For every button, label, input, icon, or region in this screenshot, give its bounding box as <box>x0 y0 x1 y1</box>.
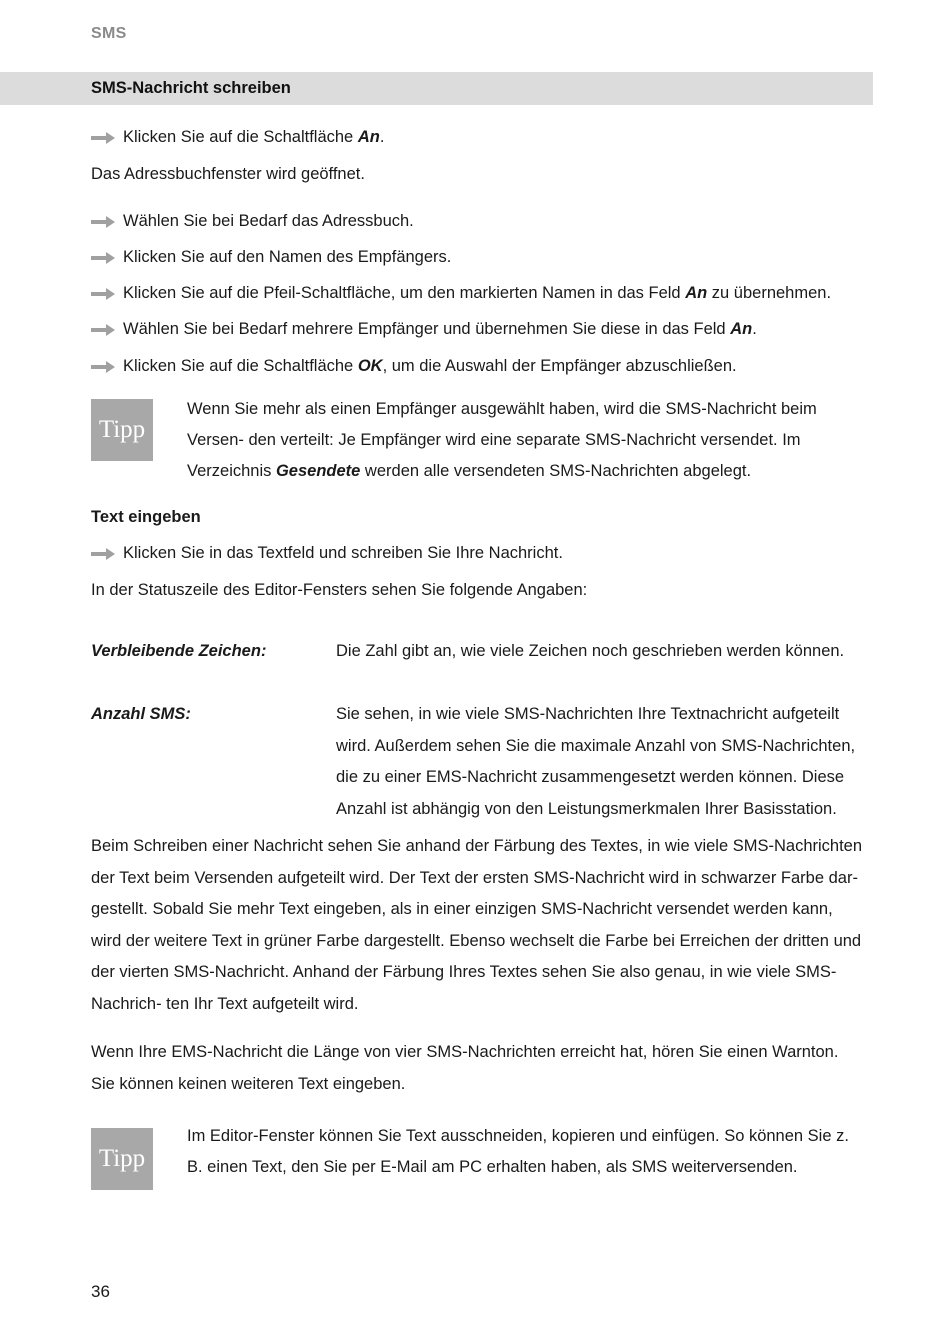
section-title-bar <box>0 72 873 105</box>
arrow-right-icon <box>91 212 117 231</box>
step-item: Klicken Sie auf die Pfeil-Schaltfläche, um den markierten Namen in das Feld An zu übernehmen. <box>91 284 831 303</box>
body-paragraph: Beim Schreiben einer Nachricht sehen Sie anhand der Färbung des Textes, in wie viele SMS-Nachrichten der Text beim Versenden aufgeteilt wird. Der Text der ersten SMS-Nachricht wird in schwarzer Farbe dar- gestellt. Sobald Sie mehr Text eingeben, als in einer einzigen SMS-Nachricht versendet werden kann, wird der weitere Text in grüner Farbe dargestellt. Ebenso wechselt die Farbe bei Erreichen der dritten und der vierten SMS-Nachricht. Anhand der Färbung Ihres Textes sehen Sie also genau, in wie viele SMS-Nachrich- ten Ihr Text aufgeteilt wird. <box>91 837 863 1013</box>
definition-term: Anzahl SMS: <box>91 705 191 723</box>
step-item: Wählen Sie bei Bedarf das Adressbuch. <box>91 212 414 231</box>
arrow-right-icon <box>91 284 117 303</box>
tipp-text: Wenn Sie mehr als einen Empfänger ausgewählt haben, wird die SMS-Nachricht beim Versen- den verteilt: Je Empfänger wird eine separate SMS-Nachricht versendet. Im Verzeichnis Gesendete werden alle versendeten SMS-Nachrichten abgelegt. <box>187 400 817 480</box>
tipp-badge: Tipp <box>91 1128 153 1190</box>
tipp-badge: Tipp <box>91 399 153 461</box>
step-item: Klicken Sie auf den Namen des Empfängers. <box>91 248 451 267</box>
arrow-right-icon <box>91 544 117 563</box>
step-item: Klicken Sie auf die Schaltfläche An. <box>91 128 384 147</box>
info-line: Das Adressbuchfenster wird geöffnet. <box>91 165 365 183</box>
body-paragraph: Wenn Ihre EMS-Nachricht die Länge von vier SMS-Nachrichten erreicht hat, hören Sie einen Warnton. Sie können keinen weiteren Text eingeben. <box>91 1043 839 1093</box>
arrow-right-icon <box>91 320 117 339</box>
arrow-right-icon <box>91 248 117 267</box>
arrow-right-icon <box>91 128 117 147</box>
step-item: Klicken Sie in das Textfeld und schreiben Sie Ihre Nachricht. <box>91 544 563 563</box>
definition-term: Verbleibende Zeichen: <box>91 642 267 660</box>
running-header: SMS <box>91 25 127 42</box>
section-title: SMS-Nachricht schreiben <box>91 79 291 97</box>
page-number: 36 <box>91 1282 110 1301</box>
subsection-title: Text eingeben <box>91 508 201 526</box>
info-line: In der Statuszeile des Editor-Fensters sehen Sie folgende Angaben: <box>91 581 588 599</box>
definition-desc: Die Zahl gibt an, wie viele Zeichen noch geschrieben werden können. <box>336 642 845 660</box>
tipp-text: Im Editor-Fenster können Sie Text ausschneiden, kopieren und einfügen. So können Sie z. B. einen Text, den Sie per E-Mail am PC erhalten haben, als SMS weiterversenden. <box>187 1127 849 1176</box>
definition-desc: Sie sehen, in wie viele SMS-Nachrichten Ihre Textnachricht aufgeteilt wird. Außerdem sehen Sie die maximale Anzahl von SMS-Nachrichten, die zu einer EMS-Nachricht zusammengesetzt werden können. Diese Anzahl ist abhängig von den Leistungsmerkmalen Ihrer Basisstation. <box>336 705 856 818</box>
step-item: Klicken Sie auf die Schaltfläche OK, um die Auswahl der Empfänger abzuschließen. <box>91 357 737 376</box>
step-item: Wählen Sie bei Bedarf mehrere Empfänger und übernehmen Sie diese in das Feld An. <box>91 320 757 339</box>
arrow-right-icon <box>91 357 117 376</box>
